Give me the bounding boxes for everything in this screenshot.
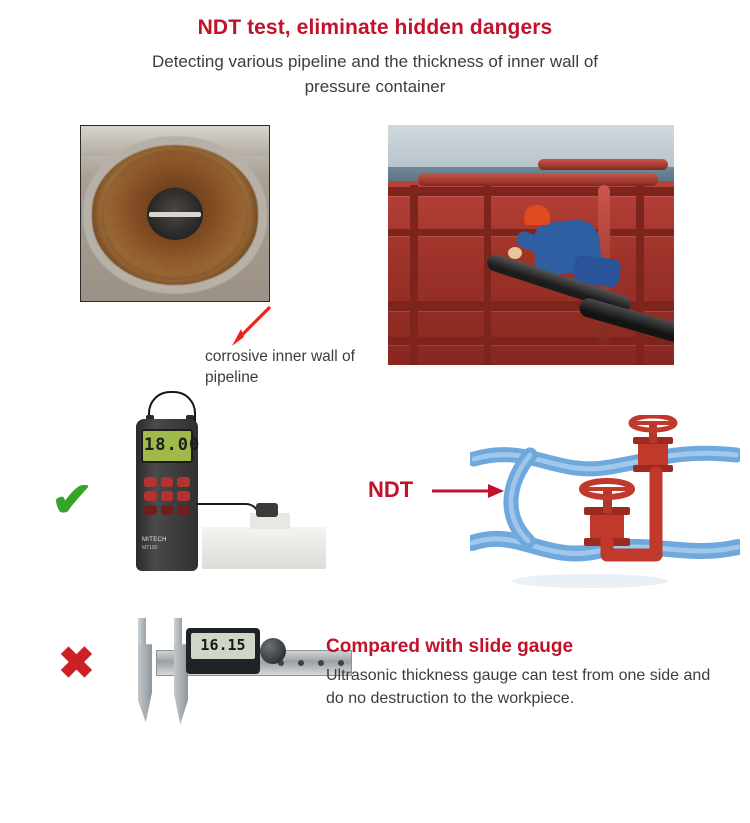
pipe-bore-highlight	[149, 212, 201, 217]
page-title: NDT test, eliminate hidden dangers	[197, 16, 553, 39]
deck-beam	[636, 185, 644, 365]
deck-pipe	[418, 173, 658, 186]
deck-beam	[388, 337, 674, 345]
gauge-model-label: MT180	[142, 545, 158, 552]
pipeline-valves-illustration	[470, 415, 740, 590]
gauge-key	[161, 491, 174, 501]
page-subtitle: Detecting various pipeline and the thickness of inner wall of pressure container	[151, 52, 599, 96]
gauge-key	[144, 505, 157, 515]
deck-beam	[410, 185, 418, 365]
gauge-brand-label: MITECH	[142, 537, 167, 544]
ship-deck-photo	[388, 125, 674, 365]
probe-head	[256, 503, 278, 517]
digital-caliper-photo	[128, 614, 358, 734]
compare-block	[326, 636, 726, 710]
caliper-reading: 16.15	[200, 636, 246, 655]
red-arrow-icon	[228, 303, 274, 347]
gauge-key	[177, 505, 190, 515]
corroded-pipe-photo	[80, 125, 270, 302]
compare-description: Ultrasonic thickness gauge can test from one side and do no destruction to the workpiece.	[326, 667, 711, 708]
pipe-caption: corrosive inner wall of pipeline	[205, 348, 355, 387]
green-check-icon: ✔	[50, 474, 94, 528]
gauge-key	[144, 477, 157, 487]
photos-row	[0, 125, 750, 387]
compare-title: Compared with slide gauge	[326, 636, 574, 658]
red-cross-icon: ✖	[58, 639, 95, 689]
deck-pipe	[538, 159, 668, 170]
gauge-keypad	[144, 477, 190, 515]
deck-beam	[388, 187, 674, 196]
gauge-key	[144, 491, 157, 501]
gauge-key	[161, 505, 174, 515]
gauge-key	[161, 477, 174, 487]
calibration-block	[202, 527, 326, 569]
caliper-fixed-jaw	[138, 644, 152, 722]
worker-helmet	[524, 205, 550, 225]
gauge-row	[0, 385, 750, 600]
gauge-key	[177, 477, 190, 487]
ndt-label: NDT	[368, 477, 414, 503]
ultrasonic-thickness-gauge-photo	[130, 385, 350, 585]
gauge-reading: 18.00	[144, 435, 201, 456]
gauge-key	[177, 491, 190, 501]
page-header	[0, 0, 750, 99]
caliper-row	[0, 614, 750, 764]
deck-beam	[484, 185, 491, 365]
